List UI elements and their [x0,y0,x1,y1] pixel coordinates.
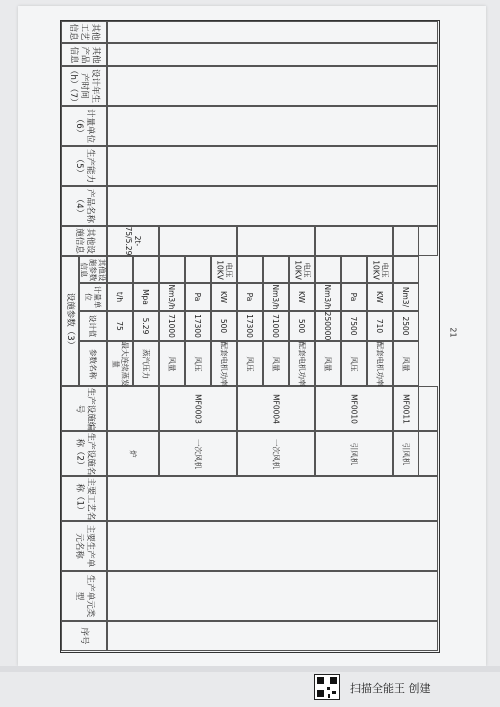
param-name: 风量 [401,356,411,371]
param-name: 风压 [193,356,203,371]
param-unit: KW [219,290,229,304]
param-name: 配套电机功率 [219,341,229,386]
param-other-cell [315,256,341,283]
header-main-unit-body [107,521,438,571]
param-name: 风量 [271,356,281,371]
param-other-cell [263,256,289,283]
qr-code-icon [314,674,340,700]
param-other-cell [237,256,263,283]
header-unit: 计量单位 [84,285,102,309]
header-capacity: 生产能力（5） [74,148,95,183]
param-value: 710 [375,318,385,334]
param-unit: Nm3/ [401,286,411,308]
header-unit-type: 生产单元类型 [74,574,95,618]
other-facility-info-cell [159,226,237,256]
param-unit: Nm3/h [271,284,281,310]
header-seq: 序号 [79,627,90,645]
header-capacity-unit-body [107,106,438,146]
param-unit: Mpa [141,289,151,305]
param-unit: Pa [193,292,203,302]
param-name: 风量 [167,356,177,371]
param-unit: Nm3/h [167,284,177,310]
scanner-brand-text: 扫描全能王 创建 [350,682,431,695]
param-other-cell [185,256,211,283]
other-facility-info-cell [393,226,419,256]
header-product-name: 产品名称（4） [74,188,95,223]
param-unit: Pa [245,292,255,302]
facility-code: MF0011 [401,393,411,424]
param-unit: Nm3/h [323,284,333,310]
facility-code: MF0010 [349,393,359,424]
facility-name: 引风机 [401,442,411,465]
param-value: 2500 [401,316,411,336]
param-unit: t/h [115,291,125,303]
param-name: 风压 [245,356,255,371]
header-seq-body [107,621,438,651]
param-unit: KW [375,290,385,304]
header-main-unit: 主要生产单元名称 [74,524,95,568]
param-name: 蒸汽压力 [141,348,151,379]
param-value: 17300 [245,314,255,338]
param-value: 250000 [323,311,333,341]
facility-code: MF0003 [193,393,203,424]
facility-code [107,386,159,431]
param-other-cell [341,256,367,283]
header-design-hours: 设计年生产时间（h）（7） [68,66,101,107]
header-design-value: 设计值 [88,314,98,338]
param-name: 配套电机功率 [297,341,307,386]
param-other: 电压10KV [371,259,389,280]
header-param-name: 参数名称 [88,348,98,379]
header-other-product-info-body [107,43,438,66]
param-other-cell [393,256,419,283]
header-process: 主要工艺名称（1） [74,477,95,520]
param-value: 71000 [167,314,177,338]
header-facility-name: 生产设施名称（2） [74,432,95,475]
param-value: 71000 [271,314,281,338]
header-capacity-body [107,146,438,186]
header-other-facility-info: 其他设施信息 [74,228,95,254]
other-facility-info-cell [315,226,393,256]
param-other-cell [159,256,185,283]
param-name: 风量 [323,356,333,371]
header-design-hours-body [107,66,438,106]
other-facility-info-cell [237,226,315,256]
param-other: 电压10KV [293,259,311,280]
param-unit: Pa [349,292,359,302]
param-other: 电压10KV [215,259,233,280]
header-facility-code: 生产设施编号 [74,387,95,430]
param-other-cell [107,256,133,283]
param-name: 配套电机功率 [375,341,385,386]
header-other-param-info: 其他设施参数信息 [79,258,107,281]
facility-name: 引风机 [349,442,359,465]
facility-name: 一次风机 [271,438,281,469]
header-other-process-info-body [107,21,438,43]
facility-name: 一次风机 [193,438,203,469]
param-value: 7500 [349,316,359,336]
scanner-footer [308,672,498,704]
facility-name: 炉 [128,449,138,458]
param-other-cell [133,256,159,283]
header-other-product-info: 其他产品信息 [68,45,101,63]
header-other-process-info: 其他工艺信息 [68,23,101,41]
param-name: 最大连续蒸发量 [111,341,129,386]
param-value: 500 [219,318,229,334]
param-value: 5.29 [141,317,151,335]
param-value: 75 [115,321,125,331]
table-frame [60,20,440,653]
facility-code: MF0004 [271,393,281,424]
param-name: 风压 [349,356,359,371]
header-process-body [107,476,438,521]
page-number: 21 [448,327,458,338]
header-params-group: 设施参数（3） [65,292,76,350]
param-value: 17300 [193,314,203,338]
param-value: 500 [297,318,307,334]
header-product-name-body [107,186,438,226]
header-unit-type-body [107,571,438,621]
header-capacity-unit: 计量单位（6） [74,108,95,143]
param-unit: KW [297,290,307,304]
other-facility-info: 2t-75/5.29 [124,226,142,256]
